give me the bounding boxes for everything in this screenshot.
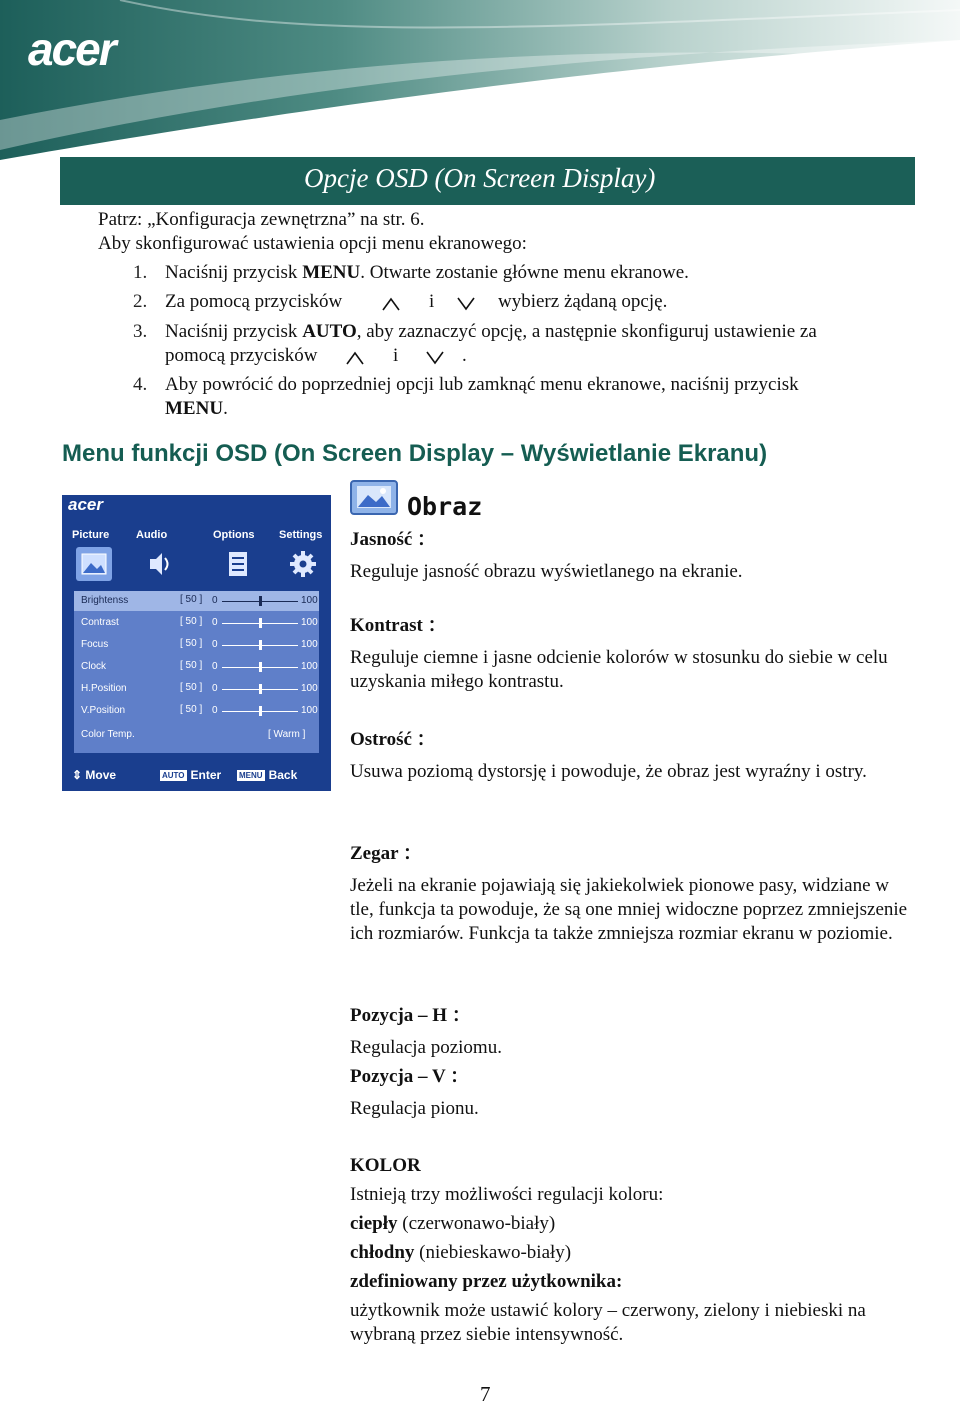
up-arrow-icon	[344, 348, 366, 366]
item-label-focus: Ostrość ：	[350, 729, 436, 750]
osd-row-v-position: V.Position [ 50 ] 0 100	[81, 704, 318, 716]
settings-gear-icon	[285, 547, 321, 581]
step-3-period: .	[462, 345, 467, 366]
osd-icon-row	[68, 547, 324, 585]
audio-icon	[142, 547, 178, 581]
step-2-text-a: Za pomocą przycisków	[165, 291, 343, 312]
step-4-text-line2: MENU.	[165, 398, 228, 419]
kolor-warm: ciepły (czerwonawo-biały)	[350, 1213, 556, 1234]
page-number: 7	[480, 1382, 491, 1406]
item-desc-focus: Usuwa poziomą dystorsję i powoduje, że obraz jest wyraźny i ostry.	[350, 761, 867, 782]
kolor-user-label: zdefiniowany przez użytkownika:	[350, 1271, 623, 1292]
item-desc-contrast: Reguluje ciemne i jasne odcienie kolorów w stosunku do siebie w celu uzyskania miłego kontrastu.	[350, 647, 888, 692]
item-label-contrast: Kontrast ：	[350, 615, 447, 636]
osd-logo: acer	[68, 495, 103, 514]
osd-footer-back: MENU Back	[239, 768, 298, 782]
step-3-text: Naciśnij przycisk AUTO, aby zaznaczyć opcję, a następnie skonfiguruj ustawienie za	[165, 321, 817, 342]
osd-row-clock: Clock [ 50 ] 0 100	[81, 660, 318, 672]
banner-background	[0, 0, 960, 160]
title-bar	[60, 157, 915, 205]
osd-row-color-temp: Color Temp. [ Warm ]	[81, 729, 306, 740]
osd-menu-screenshot	[62, 495, 331, 791]
osd-tab-audio: Audio	[136, 529, 168, 541]
item-desc-h-position: Regulacja poziomu.	[350, 1037, 502, 1058]
step-2-and: i	[429, 291, 435, 312]
kolor-user-desc: użytkownik może ustawić kolory – czerwony, zielony i niebieski na wybraną przez siebie intensywność.	[350, 1300, 866, 1345]
down-arrow-icon	[424, 348, 446, 366]
page-title: Opcje OSD (On Screen Display)	[304, 163, 656, 193]
intro-line-2: Aby skonfigurować ustawienia opcji menu ekranowego:	[98, 233, 527, 254]
step-3-and: i	[393, 345, 399, 366]
picture-icon	[76, 547, 112, 581]
item-label-brightness: Jasność ：	[350, 529, 437, 550]
item-desc-clock: Jeżeli na ekranie pojawiają się jakiekolwiek pionowe pasy, widziane w tle, funkcja ta powoduje, że są one mniej widoczne poprzez zmniejszenie ich rozmiarów. Funkcja ta także zmniejsza rozmiar ekranu w poziomie.	[350, 875, 908, 944]
osd-settings-list	[74, 591, 319, 753]
item-label-v-position: Pozycja – V ：	[350, 1066, 470, 1087]
osd-footer-move: ⇕ Move	[72, 768, 117, 782]
osd-row-contrast: Contrast [ 50 ] 0 100	[81, 616, 318, 628]
section-heading: Menu funkcji OSD (On Screen Display – Wyświetlanie Ekranu)	[62, 440, 768, 467]
step-2-number: 2.	[133, 291, 148, 312]
osd-row-focus: Focus [ 50 ] 0 100	[81, 638, 318, 650]
kolor-intro: Istnieją trzy możliwości regulacji koloru:	[350, 1184, 664, 1205]
step-3-number: 3.	[133, 321, 148, 342]
up-arrow-icon	[380, 294, 402, 312]
item-desc-v-position: Regulacja pionu.	[350, 1098, 479, 1119]
step-4-text: Aby powrócić do poprzedniej opcji lub zamknąć menu ekranowe, naciśnij przycisk	[165, 374, 799, 395]
osd-tab-picture: Picture	[72, 529, 110, 541]
step-1-text: Naciśnij przycisk MENU. Otwarte zostanie główne menu ekranowe.	[165, 262, 689, 283]
osd-row-h-position: H.Position [ 50 ] 0 100	[81, 682, 318, 694]
item-desc-brightness: Reguluje jasność obrazu wyświetlanego na ekranie.	[350, 561, 743, 582]
step-1-number: 1.	[133, 262, 148, 283]
kolor-title: KOLOR	[350, 1155, 421, 1176]
step-3-text-line2: pomocą przycisków	[165, 345, 318, 366]
osd-tab-options: Options	[213, 529, 255, 541]
osd-tab-settings: Settings	[279, 529, 323, 541]
item-label-clock: Zegar ：	[350, 843, 422, 864]
section-title: Obraz	[407, 492, 483, 521]
osd-row-brightness: Brightenss [ 50 ] 0 100	[74, 591, 319, 611]
options-icon	[220, 547, 256, 581]
picture-section-icon	[350, 478, 400, 516]
intro-line-1: Patrz: „Konfiguracja zewnętrzna” na str. 6.	[98, 209, 425, 230]
step-2-text-b: wybierz żądaną opcję.	[498, 291, 668, 312]
up-down-icon: ⇕	[72, 768, 83, 782]
kolor-cool: chłodny (niebieskawo-biały)	[350, 1242, 572, 1263]
item-label-h-position: Pozycja – H ：	[350, 1005, 471, 1026]
down-arrow-icon	[455, 294, 477, 312]
header-banner	[0, 0, 960, 160]
step-4-number: 4.	[133, 374, 148, 395]
acer-logo: acer	[28, 23, 115, 75]
osd-footer-enter: AUTO Enter	[162, 768, 222, 782]
